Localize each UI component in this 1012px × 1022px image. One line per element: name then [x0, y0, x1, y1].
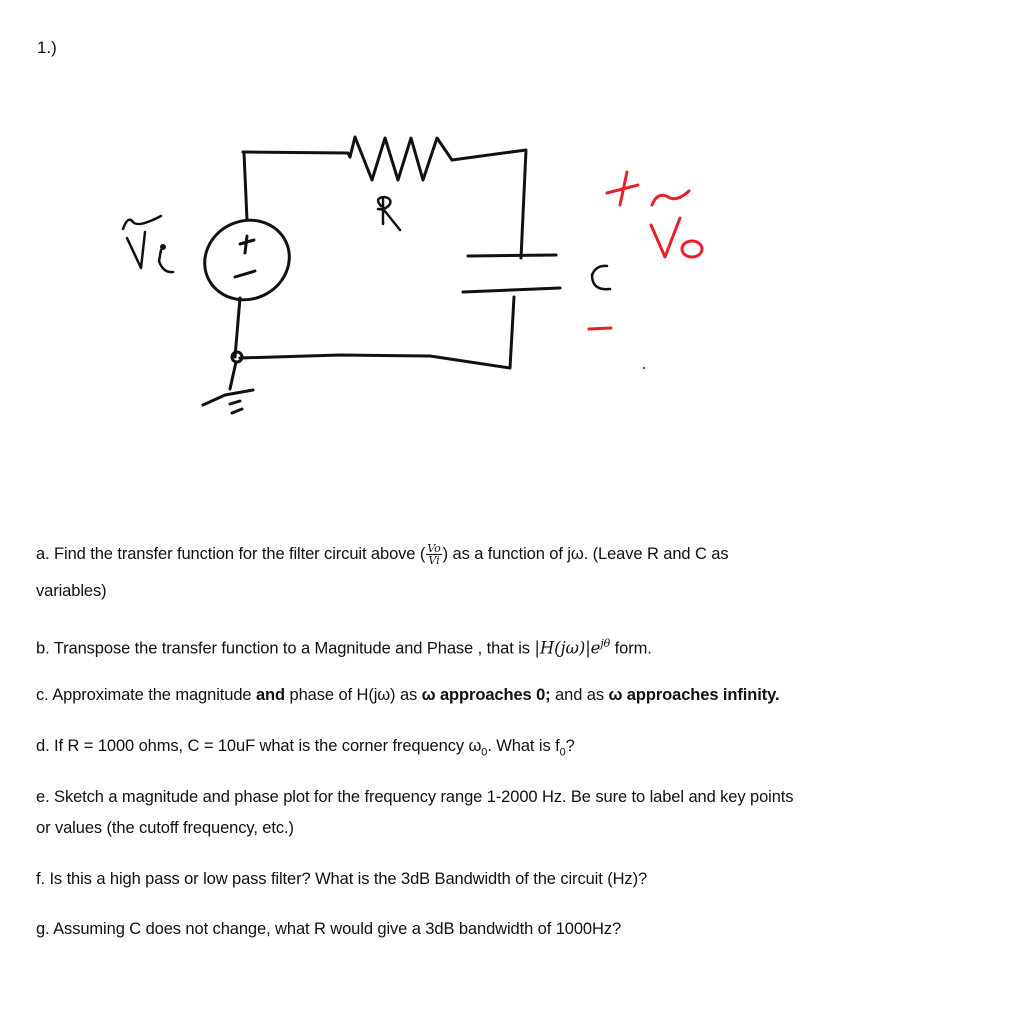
vo-o-glyph	[682, 241, 702, 257]
wire-bottom	[240, 297, 514, 368]
question-d: d. If R = 1000 ohms, C = 10uF what is the corner frequency $\omega_0$. What is $f_0$?	[36, 737, 575, 759]
wire-left-lower	[235, 298, 240, 357]
ground-icon	[203, 390, 253, 413]
ground-wire	[230, 362, 236, 389]
voltage-source-icon	[192, 206, 303, 313]
question-a: a. Find the transfer function for the filter circuit above ( $\frac{Vo}{Vi}$ ) as a function of jω. (Leave R and C as	[36, 542, 729, 568]
vo-over-vi-fraction: $\frac{Vo}{Vi}$	[427, 542, 441, 568]
resistor-icon	[350, 137, 452, 180]
c-label-glyph	[592, 266, 610, 289]
source-minus-sign	[235, 271, 255, 277]
vo-v-glyph	[651, 218, 680, 257]
vo-plus-sign	[607, 172, 638, 205]
question-b: b. Transpose the transfer function to a Magnitude and Phase , that is $|H(j\omega)|e^{j\theta}$ form.	[36, 637, 652, 658]
vi-v-glyph	[127, 232, 145, 268]
source-plus-sign	[240, 236, 254, 253]
wire-left-upper	[244, 153, 247, 220]
question-c: c. Approximate the magnitude and phase of H(jω) as ω approaches 0; and as ω approaches infinity.	[36, 686, 780, 704]
magnitude-phase-expression: |H(jω)|e	[534, 638, 601, 658]
question-e-line2: or values (the cutoff frequency, etc.)	[36, 819, 294, 837]
wire-top-left	[243, 152, 350, 157]
vo-minus-sign	[589, 328, 611, 329]
question-g: g. Assuming C does not change, what R would give a 3dB bandwidth of 1000Hz?	[36, 920, 622, 938]
vo-tilde-glyph	[652, 191, 689, 205]
vi-i-glyph	[159, 250, 173, 272]
question-f: f. Is this a high pass or low pass filter? What is the 3dB Bandwidth of the circuit (Hz)?	[36, 870, 648, 888]
rc-circuit-diagram	[0, 0, 1012, 500]
r-label-glyph	[378, 197, 400, 230]
question-a-line2: variables)	[36, 582, 107, 600]
problem-number: 1.)	[37, 38, 57, 57]
wire-top-right	[452, 150, 526, 258]
capacitor-plate-bottom	[463, 288, 560, 292]
capacitor-plate-top	[468, 255, 556, 256]
question-e: e. Sketch a magnitude and phase plot for the frequency range 1-2000 Hz. Be sure to label and key points	[36, 788, 794, 806]
vi-tilde-glyph	[123, 216, 161, 229]
